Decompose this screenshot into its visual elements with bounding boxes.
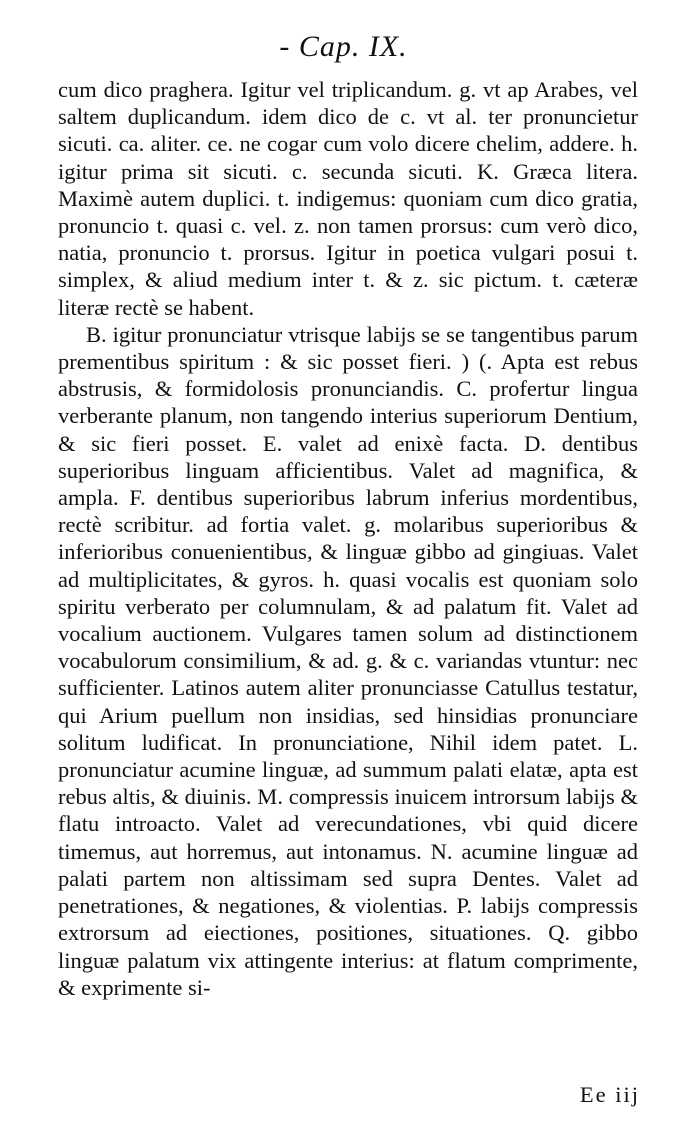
- signature-mark: Ee iij: [579, 1082, 640, 1107]
- paragraph-2-text: B. igitur pronunciatur vtrisque labijs se se tangentibus parum prementibus spiritum : & sic posset fieri. ) (. Apta est rebus abstrusis, & formidolosis pronunciandis. C. profertur lingua verberante planum, non tangendo interius superiorum Dentium, & sic fieri posset. E. valet ad enixè facta. D. dentibus superioribus linguam afficientibus. Valet ad magnifica, & ampla. F. dentibus superioribus labrum inferius mordentibus, rectè scribitur. ad fortia valet. g. molaribus superioribus & inferioribus conuenientibus, & linguæ gibbo ad gingiuas. Valet ad multiplicitates, & gyros. h. quasi vocalis est quoniam solo spiritu verberato per columnulam, & ad palatum fit. Valet ad vocalium auctionem. Vulgares tamen solum ad distinctionem vocabulorum consimilium, & ad. g. & c. variandas vtuntur: nec sufficienter. Latinos autem aliter pronunciasse Catullus testatur, qui Arium puellum non insidias, sed hinsidias pronunciare solitum ludificat. In pronunciatione, Nihil idem patet. L. pronunciatur acumine linguæ, ad summum palati elatæ, apta est rebus altis, & diuinis. M. compressis inuicem introrsum labijs & flatu introacto. Valet ad verecundationes, vbi quid dicere timemus, aut horremus, aut intonamus. N. acumine linguæ ad palati partem non altissimam sed supra Dentes. Valet ad penetrationes, & negationes, & violentias. P. labijs compressis extrorsum ad eiectiones, positiones, situationes. Q. gibbo linguæ palatum vix attingente interius: at flatum comprimente, & exprimente si-: [58, 321, 638, 1000]
- paragraph-1-text: cum dico praghera. Igitur vel triplicandum. g. vt ap Arabes, vel saltem duplicandum. idem dico de c. vt al. ter pronuncietur sicuti. ca. aliter. ce. ne cogar cum volo dicere chelim, addere. h. igitur prima sit sicuti. c. secunda sicuti. K. Græca litera. Maximè autem duplici. t. indigemus: quoniam cum dico gratia, pronuncio t. quasi c. vel. z. non tamen prorsus: cum verò dico, natia, pronuncio t. prorsus. Igitur in poetica vulgari posui t. simplex, & aliud medium inter t. & z. sic pictum. t. cæteræ literæ rectè se habent.: [58, 77, 638, 320]
- paragraph-2: [58, 321, 638, 1001]
- body-text: [58, 76, 638, 1001]
- chapter-heading: - Cap. IX.: [279, 30, 408, 63]
- paragraph-1: [58, 76, 638, 321]
